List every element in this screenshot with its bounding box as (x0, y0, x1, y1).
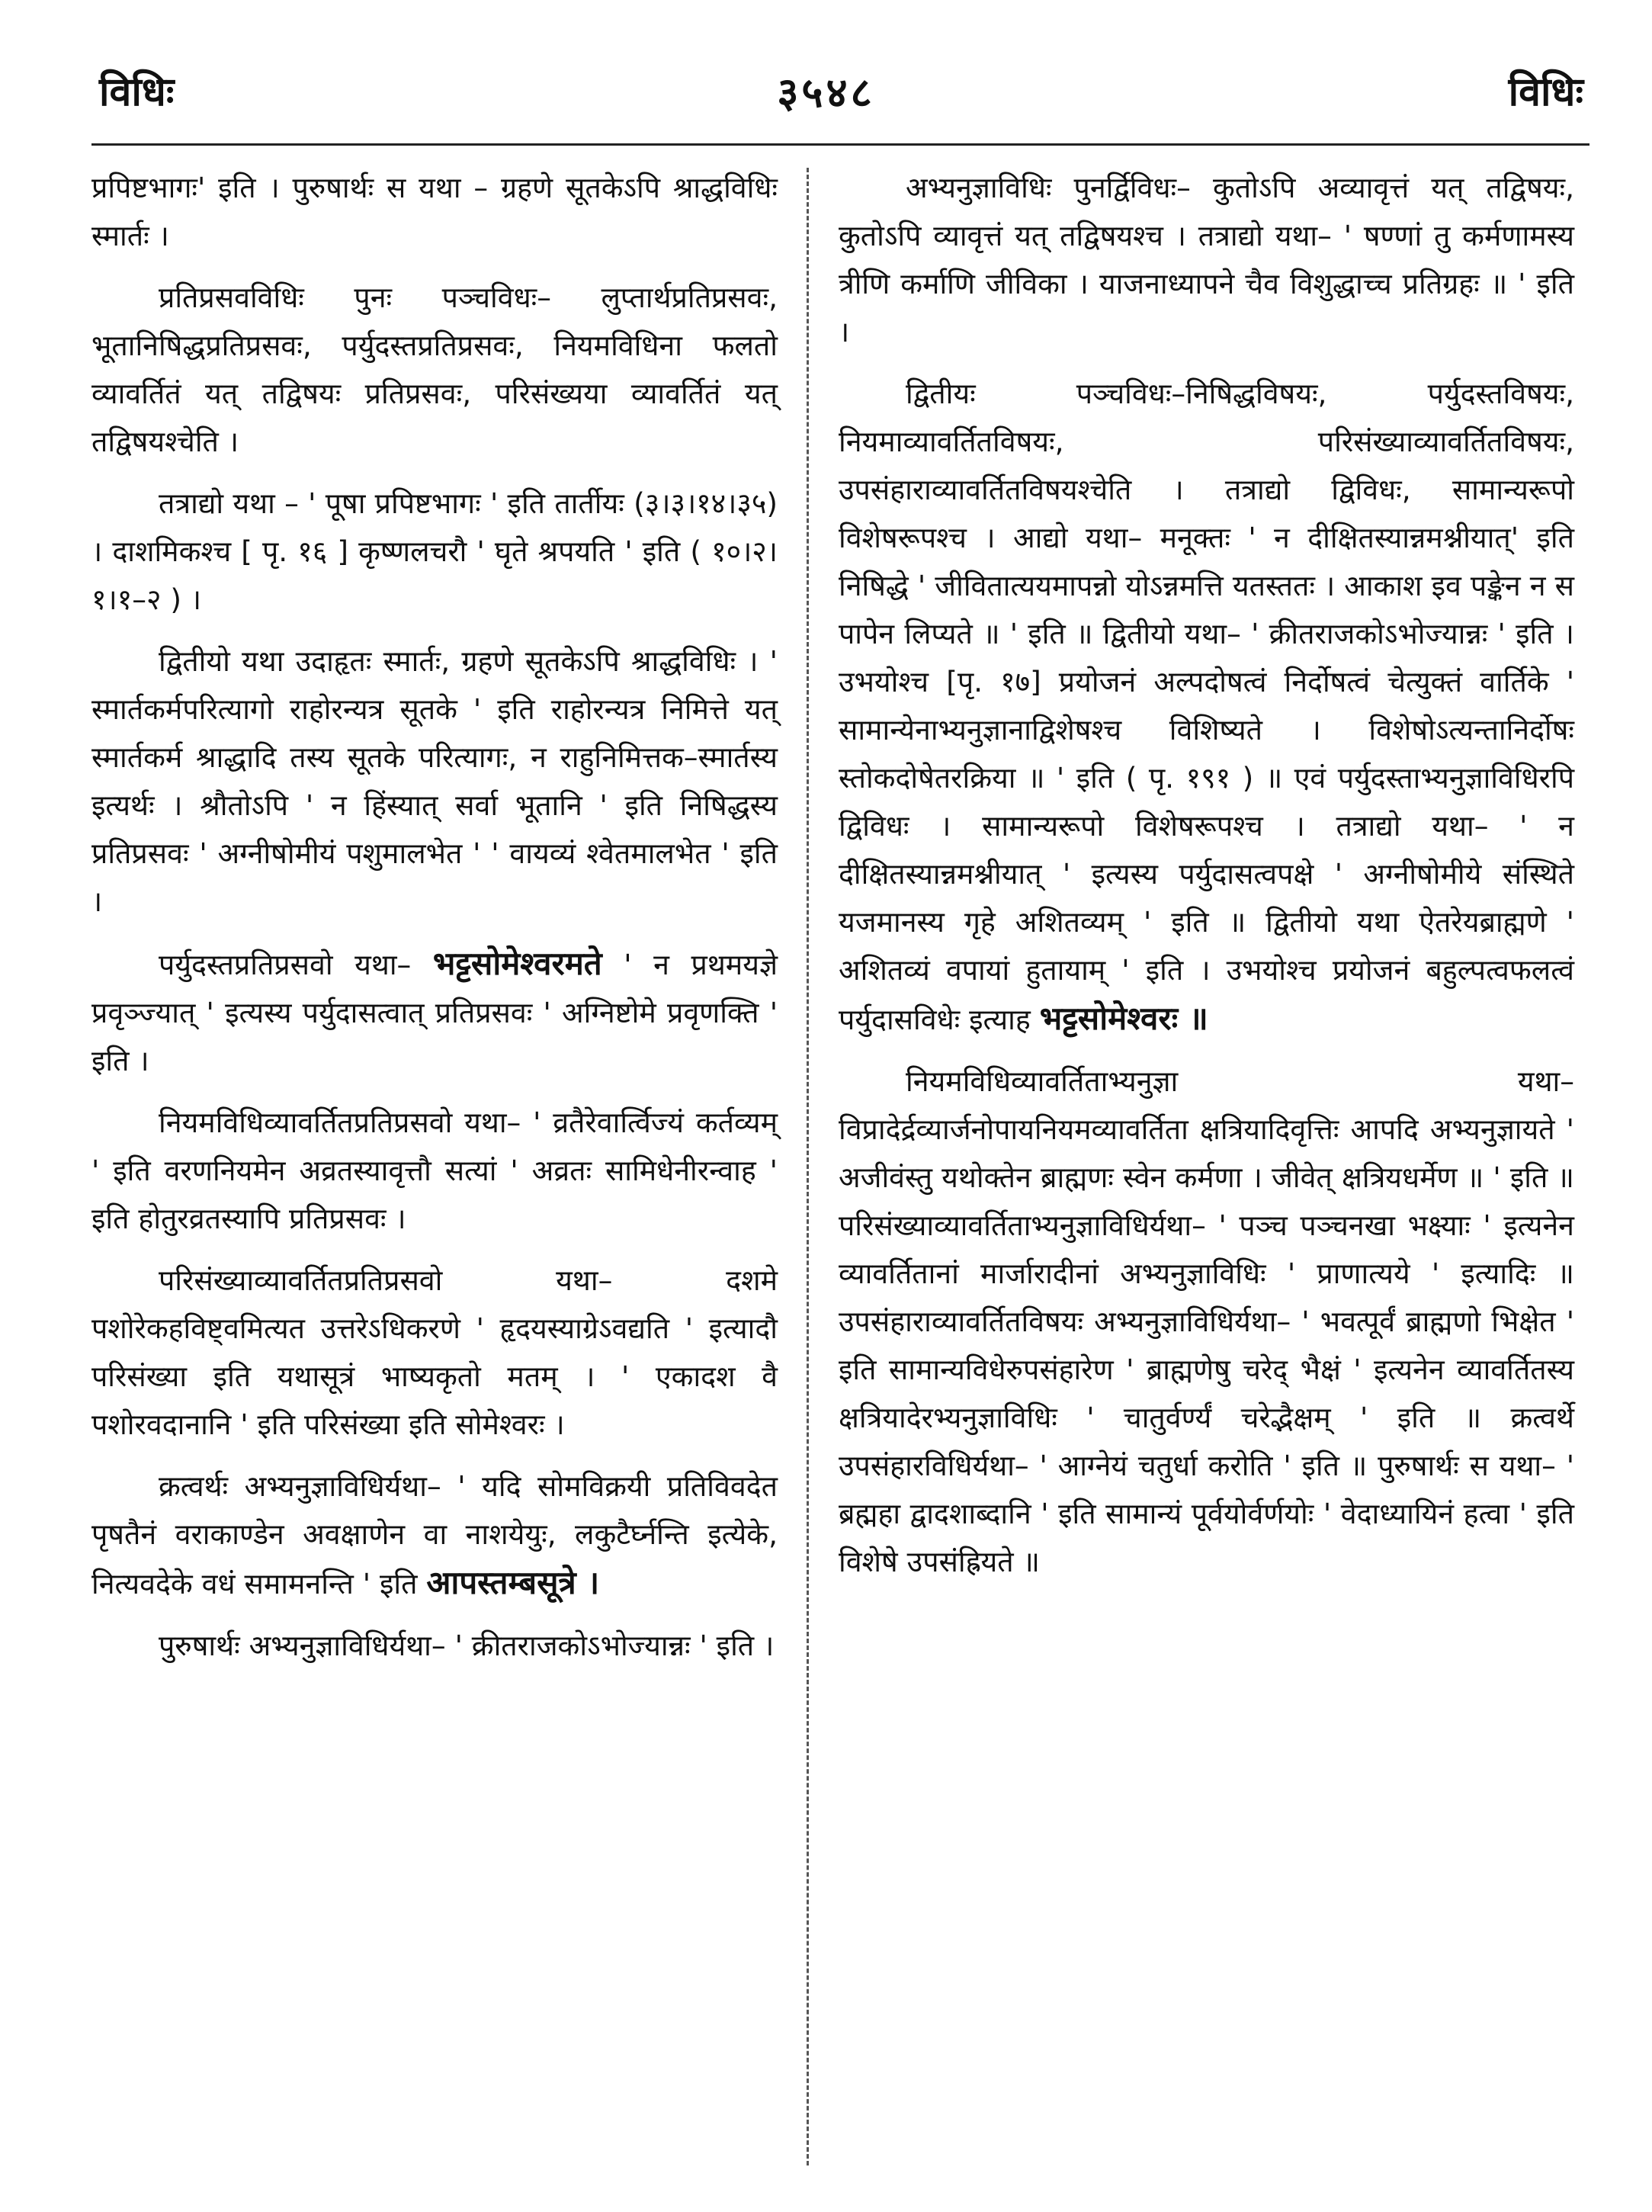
paragraph (839, 370, 1574, 1044)
paragraph: प्रतिप्रसवविधिः पुनः पञ्चविधः– लुप्तार्थप्रतिप्रसवः, भूतानिषिद्धप्रतिप्रसवः, पर्युदस्तप्रतिप्रसवः, नियमविधिना फलतो व्यावर्तितं यत् तद्विषयः प्रतिप्रसवः, परिसंख्यया व्यावर्तितं यत् तद्विषयश्चेति । (91, 281, 778, 458)
right-column (839, 164, 1574, 1600)
page-header (0, 0, 1652, 145)
column-divider (807, 168, 809, 2165)
page-number: ३५४८ (777, 69, 875, 117)
header-rule (91, 143, 1589, 146)
paragraph: पुरुषार्थः अभ्यनुज्ञाविधिर्यथा– ' क्रीतराजकोऽभोज्यान्नः ' इति । (159, 1629, 775, 1662)
paragraph-text: द्वितीयः पञ्चविधः–निषिद्धविषयः, पर्युदस्तविषयः, नियमाव्यावर्तितविषयः, परिसंख्याव्यावर्तितविषयः, उपसंहाराव्यावर्तितविषयश्चेति । तत्राद्यो द्विविधः, सामान्यरूपो विशेषरूपश्च । आद्यो यथा– मनूक्तः ' न दीक्षितस्यान्नमश्नीयात्' इति निषिद्धे ' जीवितात्ययमापन्नो योऽन्नमत्ति यतस्ततः । आकाश इव पङ्केन न स पापेन लिप्यते ॥ ' इति ॥ द्वितीयो यथा– ' क्रीतराजकोऽभोज्यान्नः ' इति । उभयोश्च [पृ. १७] प्रयोजनं अल्पदोषत्वं निर्दोषत्वं चेत्युक्तं वार्तिके ' सामान्येनाभ्यनुज्ञानाद्विशेषश्च विशिष्यते । विशेषोऽत्यन्तानिर्दोषः स्तोकदोषेतरक्रिया ॥ ' इति ( पृ. १९१ ) ॥ एवं पर्युदस्ताभ्यनुज्ञाविधिरपि द्विविधः । सामान्यरूपो विशेषरूपश्च । तत्राद्यो यथा– ' न दीक्षितस्यान्नमश्नीयात् ' इत्यस्य पर्युदासत्वपक्षे ' अग्नीषोमीये संस्थिते यजमानस्य गृहे अशितव्यम् ' इति ॥ द्वितीयो यथा ऐतरेयब्राह्मणे ' अशितव्यं वपायां हुतायाम् ' इति । उभयोश्च प्रयोजनं बहुल्पत्वफलत्वं पर्युदासविधेः इत्याह (839, 377, 1574, 1036)
paragraph (91, 939, 778, 1085)
paragraph: नियमविधिव्यावर्तिताभ्यनुज्ञा यथा– विप्रादेर्द्रव्यार्जनोपायनियमव्यावर्तिता क्षत्रियादिवृत्तिः आपदि अभ्यनुज्ञायते ' अजीवंस्तु यथोक्तेन ब्राह्मणः स्वेन कर्मणा । जीवेत् क्षत्रियधर्मेण ॥ ' इति ॥ परिसंख्याव्यावर्तिताभ्यनुज्ञाविधिर्यथा– ' पञ्च पञ्चनखा भक्ष्याः ' इत्यनेन व्यावर्तितानां मार्जारादीनां अभ्यनुज्ञाविधिः ' प्राणात्यये ' इत्यादिः ॥ उपसंहाराव्यावर्तितविषयः अभ्यनुज्ञाविधिर्यथा– ' भवत्पूर्वं ब्राह्मणो भिक्षेत ' इति सामान्यविधेरुपसंहारेण ' ब्राह्मणेषु चरेद् भैक्षं ' इत्यनेन व्यावर्तितस्य क्षत्रियादेरभ्यनुज्ञाविधिः ' चातुर्वर्ण्यं चरेद्भैक्षम् ' इति ॥ क्रत्वर्थे उपसंहारविधिर्यथा– ' आग्नेयं चतुर्धा करोति ' इति ॥ पुरुषार्थः स यथा– ' ब्रह्महा द्वादशाब्दानि ' इति सामान्यं पूर्वयोर्वर्णयोः ' वेदाध्यायिनं हत्वा ' इति विशेषे उपसंह्रियते ॥ (839, 1064, 1574, 1578)
header-left-title: विधिः (99, 69, 175, 115)
paragraph: प्रपिष्टभागः' इति । पुरुषार्थः स यथा – ग्रहणे सूतकेऽपि श्राद्धविधिः स्मार्तः । (91, 171, 778, 252)
author-name: भट्टसोमेश्वरमते (432, 945, 602, 982)
paragraph-text: पर्युदस्तप्रतिप्रसवो यथा– (159, 948, 412, 981)
source-reference: आपस्तम्बसूत्रे । (426, 1564, 600, 1601)
paragraph (91, 1462, 778, 1608)
paragraph: नियमविधिव्यावर्तितप्रतिप्रसवो यथा– ' व्रतैरेवार्त्विज्यं कर्तव्यम् ' इति वरणनियमेन अव्रतस्यावृत्तौ सत्यां ' अव्रतः सामिधेनीरन्वाह ' इति होतुरव्रतस्यापि प्रतिप्रसवः । (91, 1106, 778, 1235)
left-column (91, 164, 778, 1684)
paragraph-text: क्रत्वर्थः अभ्यनुज्ञाविधिर्यथा– ' यदि सोमविक्रयी प्रतिविवदेत पृषतैनं वराकाण्डेन अवक्षाणेन वा नाशयेयुः, लकुटैर्घ्नन्ति इत्येके, नित्यवदेके वधं समामनन्ति ' इति (91, 1469, 778, 1600)
paragraph: द्वितीयो यथा उदाहृतः स्मार्तः, ग्रहणे सूतकेऽपि श्राद्धविधिः । ' स्मार्तकर्मपरित्यागो राहोरन्यत्र सूतके ' इति राहोरन्यत्र निमित्ते यत् स्मार्तकर्म श्राद्धादि तस्य सूतके परित्यागः, न राहुनिमित्तक–स्मार्तस्य इत्यर्थः । श्रौतोऽपि ' न हिंस्यात् सर्वा भूतानि ' इति निषिद्धस्य प्रतिप्रसवः ' अग्नीषोमीयं पशुमालभेत ' ' वायव्यं श्वेतमालभेत ' इति । (91, 644, 778, 918)
paragraph: अभ्यनुज्ञाविधिः पुनर्द्विविधः– कुतोऽपि अव्यावृत्तं यत् तद्विषयः, कुतोऽपि व्यावृत्तं यत् तद्विषयश्च । तत्राद्यो यथा– ' षण्णां तु कर्मणामस्य त्रीणि कर्माणि जीविका । याजनाध्यापने चैव विशुद्धाच्च प्रतिग्रहः ॥ ' इति । (839, 171, 1574, 348)
paragraph-text: ' न प्रथमयज्ञे प्रवृञ्ज्यात् ' इत्यस्य पर्युदासत्वात् प्रतिप्रसवः ' अग्निष्टोमे प्रवृणक्ति ' इति । (91, 948, 778, 1077)
author-name: भट्टसोमेश्वरः ॥ (1039, 1000, 1208, 1037)
header-right-title: विधिः (1508, 69, 1583, 115)
paragraph: तत्राद्यो यथा – ' पूषा प्रपिष्टभागः ' इति तार्तीयः (३।३।१४।३५) । दाशमिकश्च [ पृ. १६ ] कृष्णलचरौ ' घृते श्रपयति ' इति ( १०।२।१।१–२ ) । (91, 486, 778, 616)
paragraph: परिसंख्याव्यावर्तितप्रतिप्रसवो यथा– दशमे पशोरेकहविष्ट्वमित्यत उत्तरेऽधिकरणे ' हृदयस्याग्रेऽवद्यति ' इत्यादौ परिसंख्या इति यथासूत्रं भाष्यकृतो मतम् । ' एकादश वै पशोरवदानानि ' इति परिसंख्या इति सोमेश्वरः । (91, 1263, 778, 1441)
